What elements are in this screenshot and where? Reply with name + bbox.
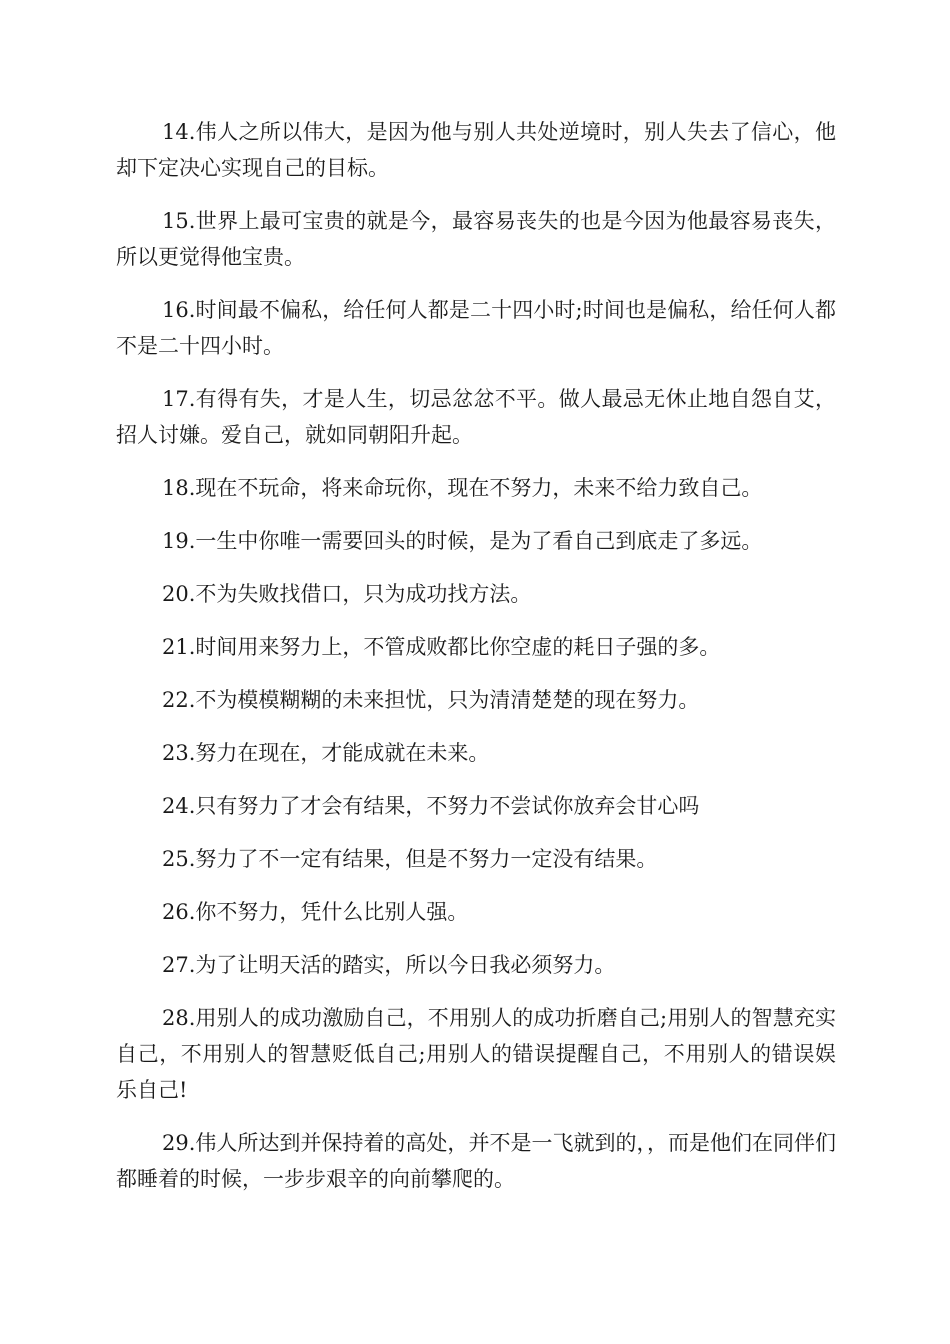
quote-paragraph-21: 21.时间用来努力上，不管成败都比你空虚的耗日子强的多。 [162, 635, 721, 659]
quote-paragraph-25: 25.努力了不一定有结果，但是不努力一定没有结果。 [162, 847, 658, 871]
quote-paragraph-22: 22.不为模模糊糊的未来担忧，只为清清楚楚的现在努力。 [162, 688, 700, 712]
quote-paragraph-16: 16.时间最不偏私，给任何人都是二十四小时;时间也是偏私，给任何人都不是二十四小时。 [116, 298, 836, 358]
document-body [116, 114, 836, 1214]
quote-paragraph-27: 27.为了让明天活的踏实，所以今日我必须努力。 [162, 953, 616, 977]
quote-paragraph-28: 28.用别人的成功激励自己，不用别人的成功折磨自己;用别人的智慧充实自己，不用别人的智慧贬低自己;用别人的错误提醒自己，不用别人的错误娱乐自己! [116, 1006, 836, 1102]
quote-paragraph-19: 19.一生中你唯一需要回头的时候，是为了看自己到底走了多远。 [162, 529, 763, 553]
quote-paragraph-26: 26.你不努力，凭什么比别人强。 [162, 900, 469, 924]
quote-paragraph-15: 15.世界上最可宝贵的就是今，最容易丧失的也是今因为他最容易丧失，所以更觉得他宝贵。 [116, 209, 836, 269]
quote-paragraph-20: 20.不为失败找借口，只为成功找方法。 [162, 582, 532, 606]
quote-paragraph-29: 29.伟人所达到并保持着的高处，并不是一飞就到的，，而是他们在同伴们都睡着的时候，一步步艰辛的向前攀爬的。 [116, 1131, 836, 1191]
quote-paragraph-24: 24.只有努力了才会有结果，不努力不尝试你放弃会甘心吗 [162, 794, 700, 818]
quote-paragraph-17: 17.有得有失，才是人生，切忌忿忿不平。做人最忌无休止地自怨自艾，招人讨嫌。爱自己，就如同朝阳升起。 [116, 387, 836, 447]
quote-paragraph-18: 18.现在不玩命，将来命玩你，现在不努力，未来不给力致自己。 [162, 476, 763, 500]
quote-paragraph-14: 14.伟人之所以伟大，是因为他与别人共处逆境时，别人失去了信心，他却下定决心实现自己的目标。 [116, 120, 836, 180]
quote-paragraph-23: 23.努力在现在，才能成就在未来。 [162, 741, 490, 765]
